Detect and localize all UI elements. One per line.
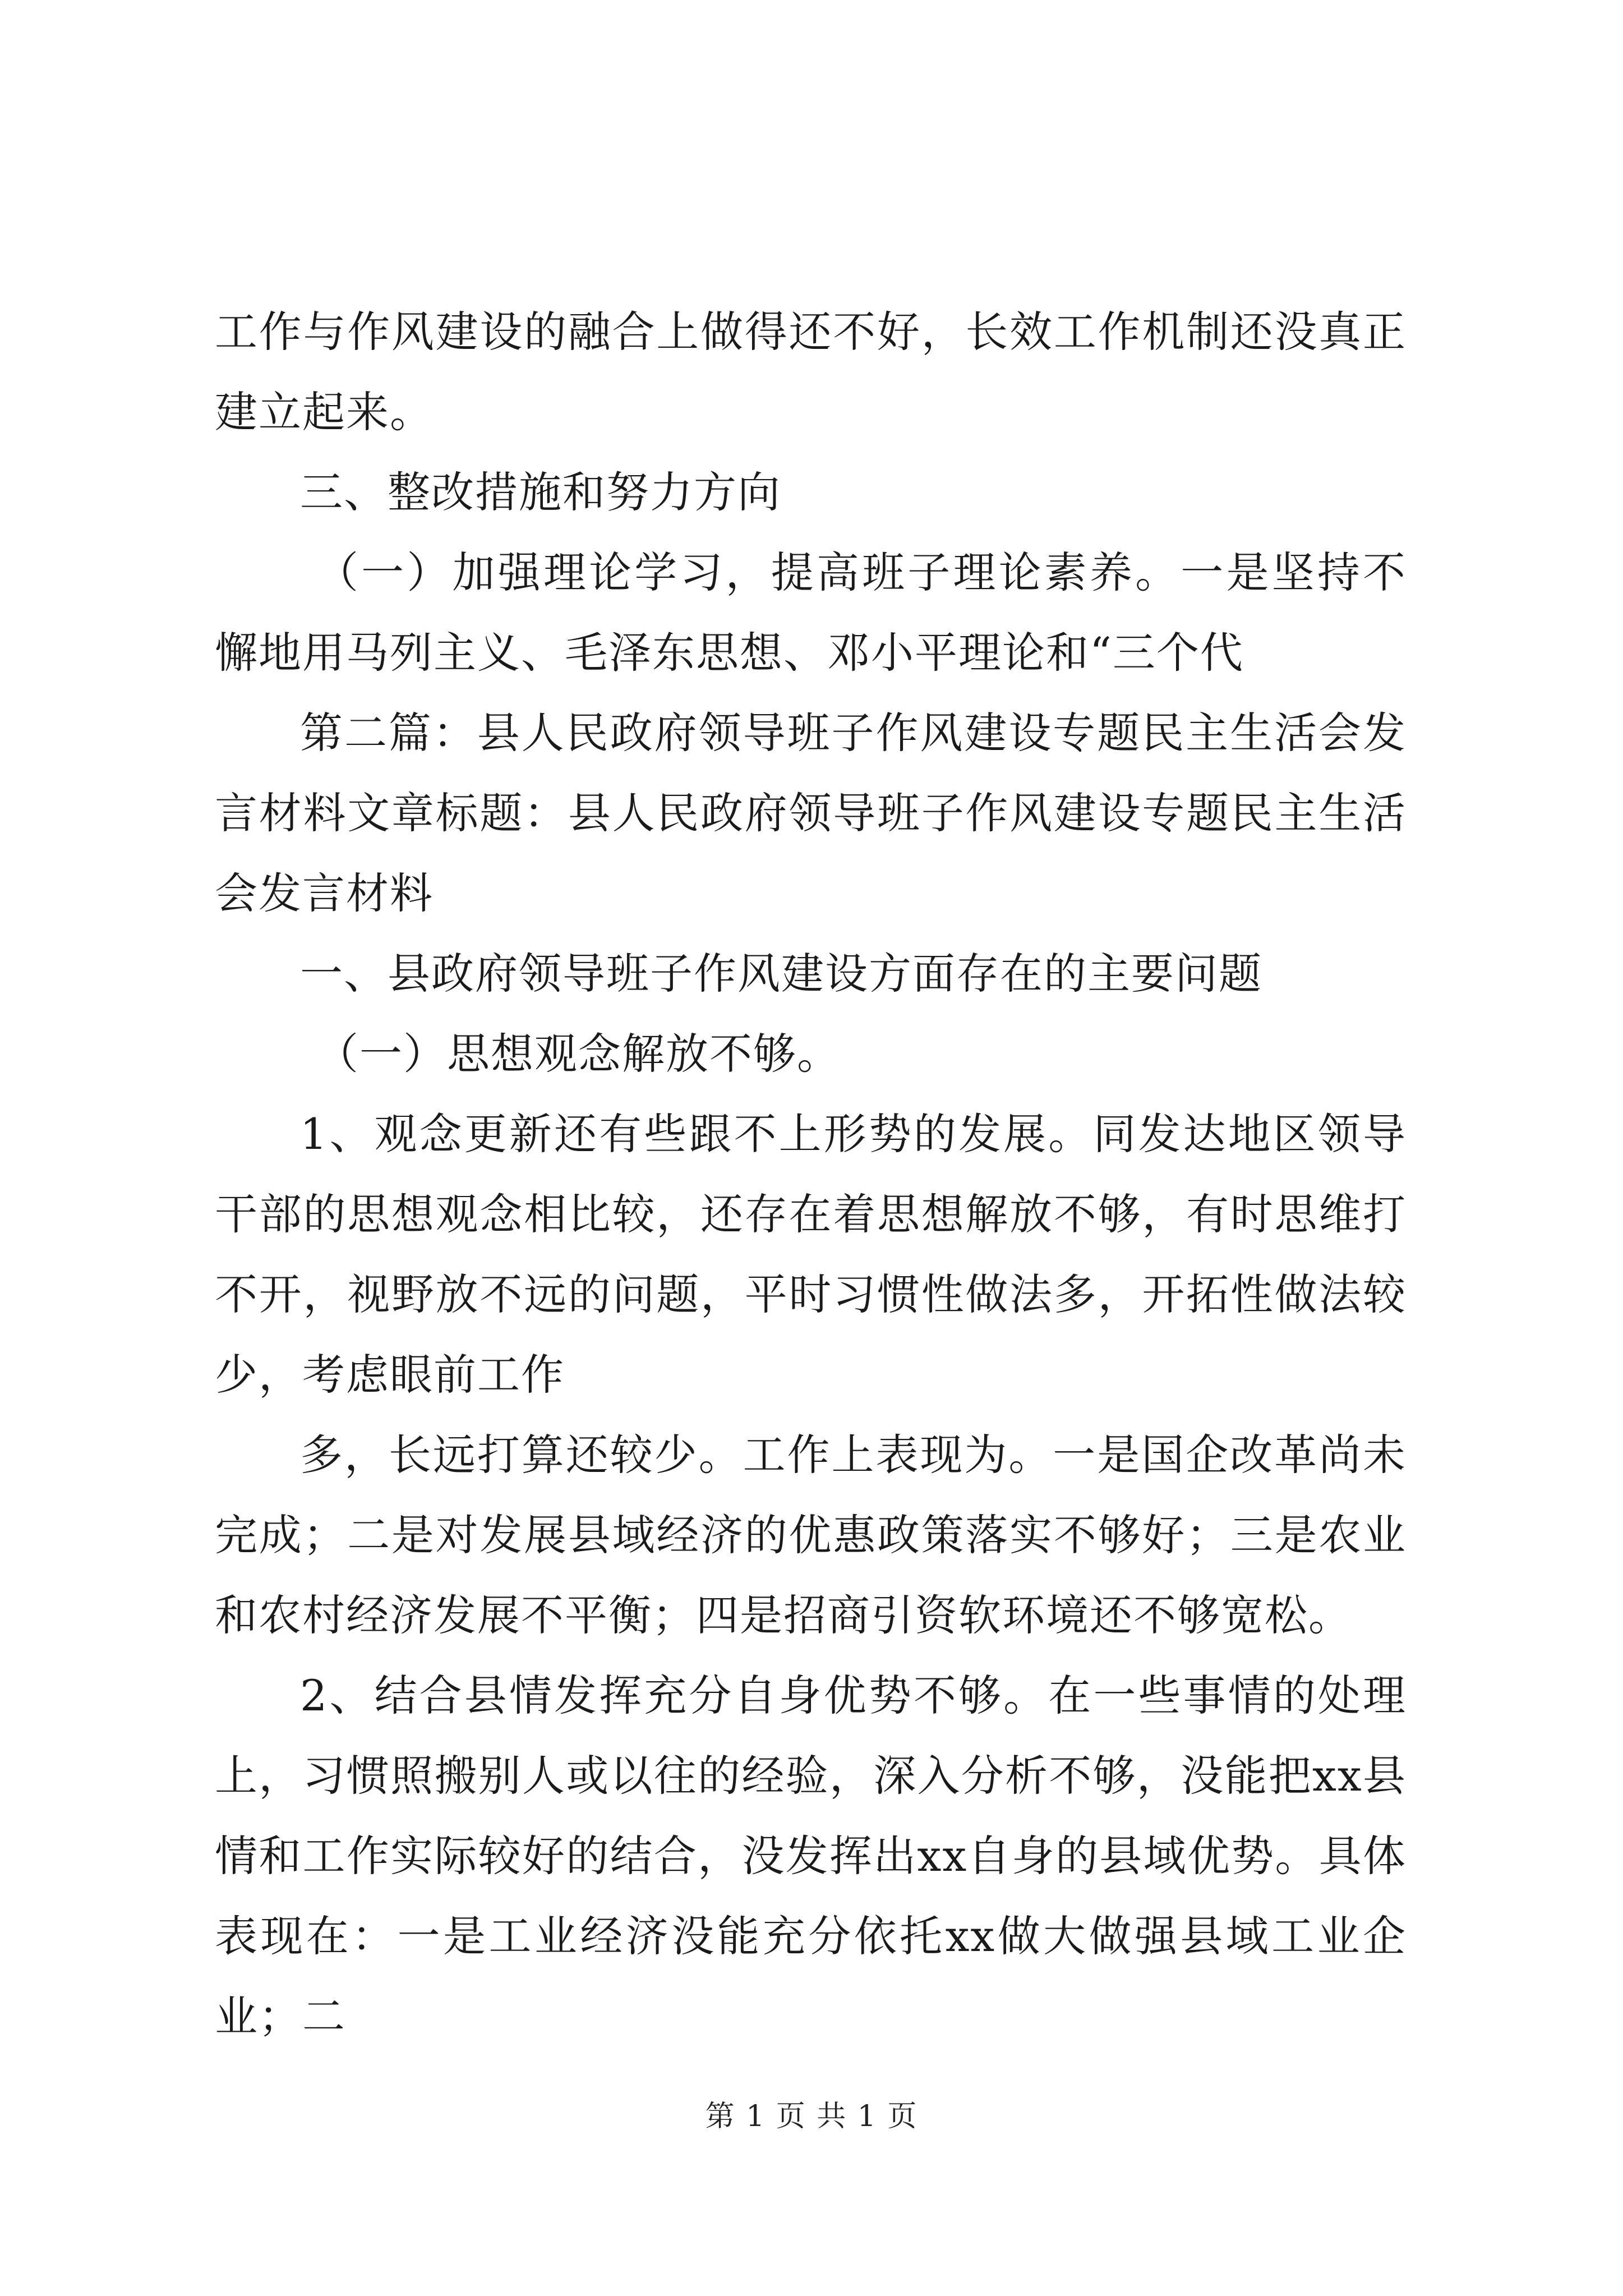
section-heading-rectification: 三、整改措施和努力方向 <box>300 467 781 517</box>
paragraph-theory-study: （一）加强理论学习，提高班子理论素养。一是坚持不懈地用马列主义、毛泽东思想、邓小平理论和“三个代 <box>215 547 1407 678</box>
section-heading-problems: 一、县政府领导班子作风建设方面存在的主要问题 <box>300 949 1262 999</box>
paragraph-continuation: 工作与作风建设的融合上做得还不好，长效工作机制还没真正建立起来。 <box>215 307 1407 437</box>
document-body <box>215 292 1407 2056</box>
paragraph-item-1: 1、观念更新还有些跟不上形势的发展。同发达地区领导干部的思想观念相比较，还存在着思想解放不够，有时思维打不开，视野放不远的问题，平时习惯性做法多，开拓性做法较少，考虑眼前工作 <box>215 1109 1407 1400</box>
paragraph-item-2: 2、结合县情发挥充分自身优势不够。在一些事情的处理上，习惯照搬别人或以往的经验，深入分析不够，没能把xx县情和工作实际较好的结合，没发挥出xx自身的县域优势。具体表现在：一是工业经济没能充分依托xx做大做强县域工业企业；二 <box>215 1671 1407 2041</box>
paragraph-article-title: 第二篇：县人民政府领导班子作风建设专题民主生活会发言材料文章标题：县人民政府领导班子作风建设专题民主生活会发言材料 <box>215 708 1407 918</box>
subheading-thinking: （一）思想观念解放不够。 <box>316 1029 841 1079</box>
page-number-footer: 第 1 页 共 1 页 <box>705 2100 918 2133</box>
paragraph-item-1-continued: 多，长远打算还较少。工作上表现为。一是国企改革尚未完成；二是对发展县域经济的优惠政策落实不够好；三是农业和农村经济发展不平衡；四是招商引资软环境还不够宽松。 <box>215 1430 1407 1640</box>
